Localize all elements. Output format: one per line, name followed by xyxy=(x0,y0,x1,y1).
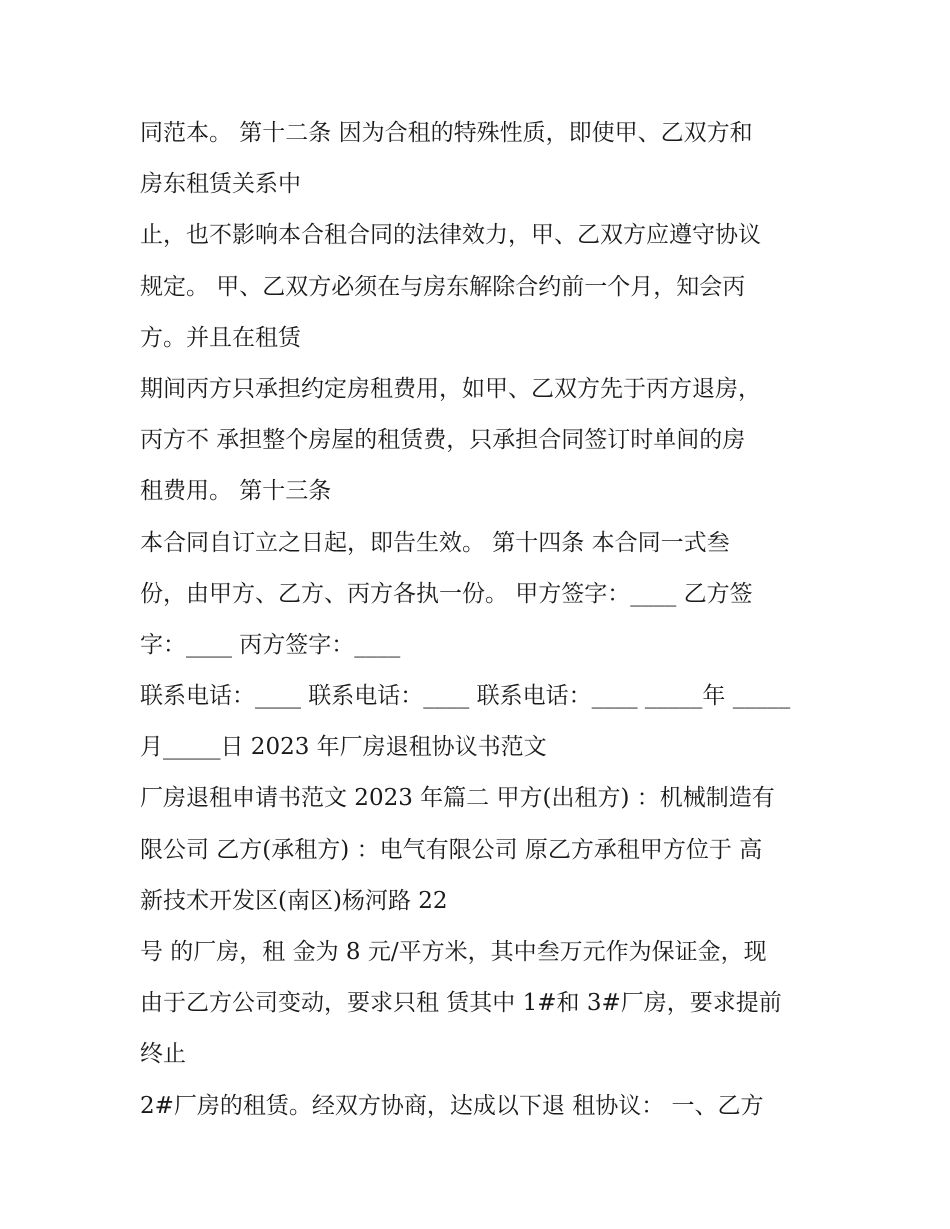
text-line: 月_____日 2023 年厂房退租协议书范文 xyxy=(140,734,547,761)
text-line: 丙方不 承担整个房屋的租赁费，只承担合同签订时单间的房 xyxy=(140,427,746,454)
text-line: 本合同自订立之日起，即告生效。 第十四条 本合同一式叁 xyxy=(140,529,730,556)
text-line: 由于乙方公司变动，要求只租 赁其中 1#和 3#厂房，要求提前 xyxy=(140,990,782,1017)
text-line: 限公司 乙方(承租方) ：电气有限公司 原乙方承租甲方位于 高 xyxy=(140,836,763,863)
text-line: 厂房退租申请书范文 2023 年篇二 甲方(出租方) ：机械制造有 xyxy=(140,785,775,812)
text-line: 新技术开发区(南区)杨河路 22 xyxy=(140,887,448,914)
text-line: 租费用。 第十三条 xyxy=(140,478,332,505)
text-line: 止，也不影响本合租合同的法律效力，甲、乙双方应遵守协议 xyxy=(140,222,761,249)
text-line: 终止 xyxy=(140,1041,186,1068)
text-line: 字：____ 丙方签字：____ xyxy=(140,631,401,658)
text-line: 号 的厂房，租 金为 8 元/平方米，其中叁万元作为保证金，现 xyxy=(140,939,767,965)
text-line: 同范本。 第十二条 因为合租的特殊性质，即使甲、乙双方和 xyxy=(140,120,753,146)
text-line: 期间丙方只承担约定房租费用，如甲、乙双方先于丙方退房， xyxy=(140,375,761,402)
text-line: 份，由甲方、乙方、丙方各执一份。 甲方签字：____ 乙方签 xyxy=(140,580,753,607)
text-line: 规定。 甲、乙双方必须在与房东解除合约前一个月，知会丙 xyxy=(140,273,746,300)
text-line: 联系电话：____ 联系电话：____ 联系电话：____ _____年 _____ xyxy=(140,683,791,710)
document-body xyxy=(140,108,820,1132)
text-line: 2#厂房的租赁。经双方协商，达成以下退 租协议： 一、乙方 xyxy=(140,1092,764,1119)
text-line: 方。并且在租赁 xyxy=(140,324,301,351)
text-line: 房东租赁关系中 xyxy=(140,171,301,198)
